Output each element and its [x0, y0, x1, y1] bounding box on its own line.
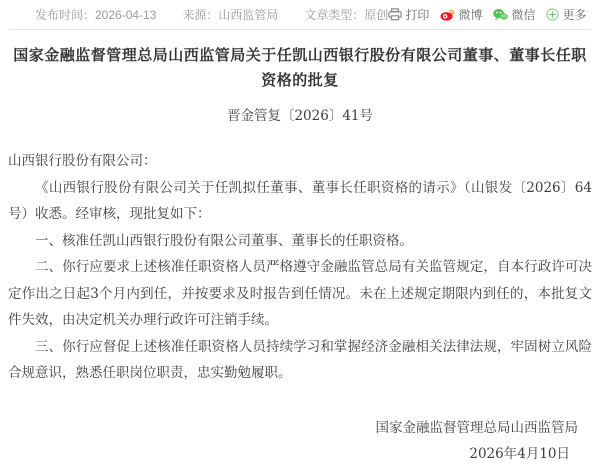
issuing-authority: 国家金融监督管理总局山西监管局 — [375, 419, 578, 436]
weibo-icon — [440, 8, 455, 21]
wechat-share-button[interactable] — [493, 6, 535, 23]
signature-block — [0, 415, 600, 467]
paragraph: 三、你行应督促上述核准任职资格人员持续学习和掌握经济金融相关法律法规，牢固树立风险合规意识，熟悉任职岗位职责，忠实勤勉履职。 — [8, 338, 592, 381]
issue-date: 2026年4月10日 — [469, 445, 570, 462]
paragraph: 二、你行应要求上述核准任职资格人员严格遵守金融监管总局有关监管规定，自本行政许可决定作出之日起3个月内到任，并按要求及时报告到任情况。未在上述规定期限内到任的，本批复文件失效，由决定机关办理行政许可注销手续。 — [8, 259, 592, 328]
document-number: 晋金管复〔2026〕41号 — [226, 108, 374, 124]
weibo-share-button[interactable] — [440, 6, 482, 23]
share-toolbar — [388, 6, 586, 23]
paragraph: 一、核准任凯山西银行股份有限公司董事、董事长的任职资格。 — [35, 232, 413, 249]
weibo-label: 微博 — [458, 8, 483, 22]
article-type: 文章类型：原创 — [304, 8, 389, 22]
more-share-button[interactable] — [546, 6, 586, 23]
publish-time: 发布时间：2026-04-13 — [35, 8, 157, 22]
printer-icon — [388, 8, 402, 21]
header-divider — [9, 29, 591, 30]
meta-info — [35, 6, 388, 23]
wechat-label: 微信 — [511, 8, 536, 22]
wechat-icon — [493, 8, 508, 21]
source: 来源：山西监管局 — [182, 8, 279, 22]
print-button[interactable] — [388, 6, 429, 23]
plus-circle-icon — [546, 8, 559, 21]
more-label: 更多 — [562, 8, 587, 22]
meta-bar — [0, 0, 600, 28]
print-label: 打印 — [405, 8, 430, 22]
salutation: 山西银行股份有限公司： — [8, 153, 157, 169]
document-body — [8, 148, 592, 387]
document-title: 国家金融监督管理总局山西监管局关于任凯山西银行股份有限公司董事、董事长任职资格的批复 — [13, 47, 587, 89]
paragraph: 《山西银行股份有限公司关于任凯拟任董事、董事长任职资格的请示》（山银发〔2026〕64号）收悉。经审核，现批复如下： — [8, 179, 592, 222]
